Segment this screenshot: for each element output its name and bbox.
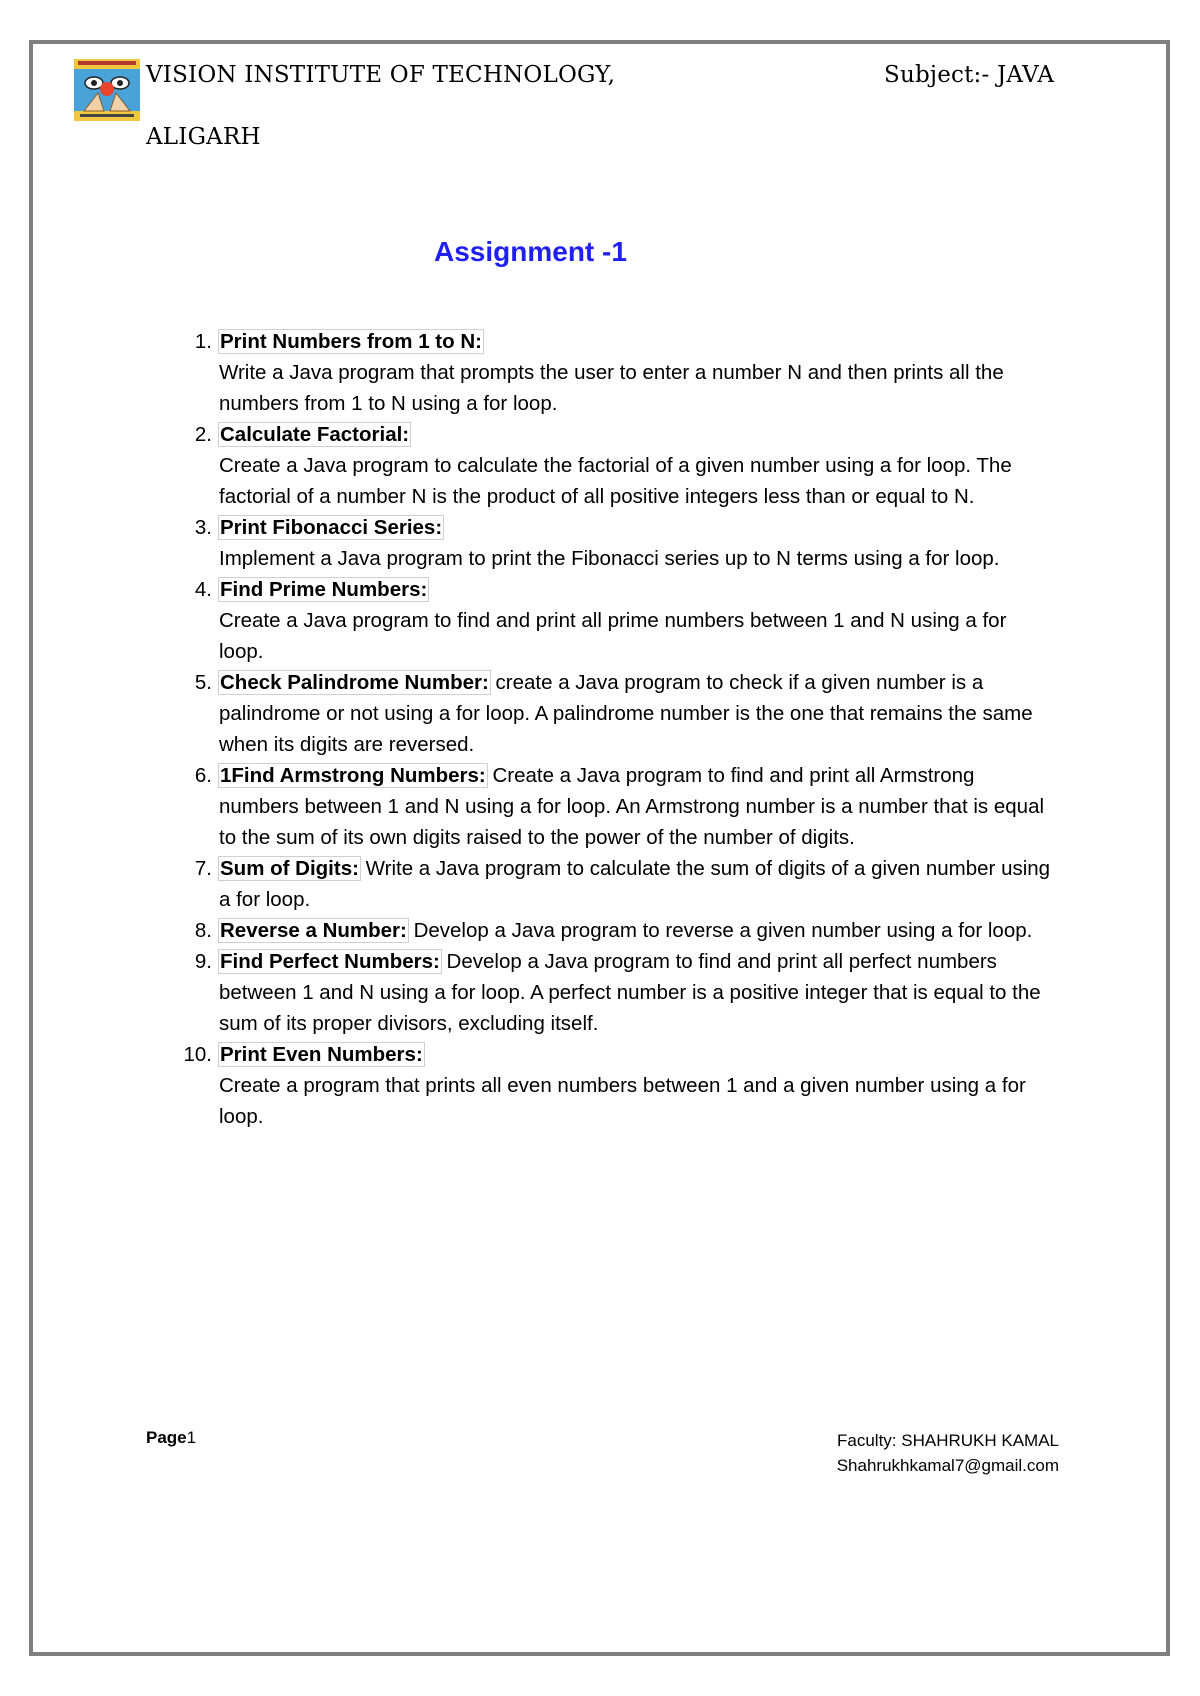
faculty-email: Shahrukhkamal7@gmail.com (836, 1456, 1059, 1475)
item-description: Develop a Java program to find and print all perfect numbers between 1 and N using a for loop. A perfect number is a positive integer that is equal to the sum of its proper divisors, excluding itself. (219, 950, 1041, 1035)
item-heading: Find Prime Numbers: (220, 578, 428, 601)
list-item (176, 946, 1056, 1039)
item-description: Create a program that prints all even numbers between 1 and a given number using a for loop. (219, 1074, 1026, 1128)
footer-page-number (146, 1428, 196, 1448)
page-number: 1 (186, 1428, 197, 1447)
item-description: Create a Java program to calculate the factorial of a given number using a for loop. The factorial of a number N is the product of all positive integers less than or equal to N. (219, 454, 1012, 508)
list-item (176, 915, 1056, 946)
item-number: 9. (194, 950, 212, 973)
item-heading: Check Palindrome Number: (220, 671, 489, 694)
list-item (176, 853, 1056, 915)
item-description: Create a Java program to find and print all Armstrong numbers between 1 and N using a for loop. An Armstrong number is a number that is equal to the sum of its own digits raised to the power of the number of digits. (219, 764, 1045, 849)
item-number: 10. (183, 1043, 212, 1066)
item-description: Develop a Java program to reverse a given number using a for loop. (407, 919, 1033, 942)
assignment-list (176, 326, 1056, 1132)
list-item (176, 419, 1056, 512)
item-number: 3. (194, 516, 212, 539)
list-item (176, 326, 1056, 419)
item-number: 4. (194, 578, 212, 601)
item-heading: Print Numbers from 1 to N: (220, 330, 482, 353)
item-number: 8. (194, 919, 212, 942)
footer-faculty-block (837, 1428, 1059, 1478)
item-description: Write a Java program to calculate the sum of digits of a given number using a for loop. (219, 857, 1051, 911)
item-number: 7. (194, 857, 212, 880)
list-item (176, 760, 1056, 853)
item-heading: Sum of Digits: (220, 857, 359, 880)
subject-label: Subject:- JAVA (884, 62, 1055, 88)
list-item (176, 574, 1056, 667)
item-description: Write a Java program that prompts the user to enter a number N and then prints all the numbers from 1 to N using a for loop. (219, 361, 1004, 415)
institute-logo (74, 59, 140, 121)
item-description: Implement a Java program to print the Fibonacci series up to N terms using a for loop. (219, 547, 1000, 570)
list-item (176, 512, 1056, 574)
item-heading: Reverse a Number: (220, 919, 407, 942)
page-label: Page (146, 1428, 187, 1447)
item-heading: Find Perfect Numbers: (220, 950, 440, 973)
item-heading: Print Even Numbers: (220, 1043, 423, 1066)
item-description: Create a Java program to find and print all prime numbers between 1 and N using a for loop. (219, 609, 1007, 663)
item-number: 1. (194, 330, 212, 353)
list-item (176, 667, 1056, 760)
assignment-title: Assignment -1 (434, 236, 627, 267)
item-heading: 1Find Armstrong Numbers: (220, 764, 486, 787)
faculty-name: Faculty: SHAHRUKH KAMAL (837, 1431, 1059, 1450)
item-heading: Calculate Factorial: (220, 423, 410, 446)
item-number: 2. (194, 423, 212, 446)
item-number: 5. (194, 671, 212, 694)
item-number: 6. (194, 764, 212, 787)
list-item (176, 1039, 1056, 1132)
institute-name: VISION INSTITUTE OF TECHNOLOGY, (146, 62, 616, 88)
item-heading: Print Fibonacci Series: (220, 516, 443, 539)
institute-city: ALIGARH (146, 124, 261, 150)
item-description: create a Java program to check if a given number is a palindrome or not using a for loop. A palindrome number is the one that remains the same when its digits are reversed. (219, 671, 1033, 756)
